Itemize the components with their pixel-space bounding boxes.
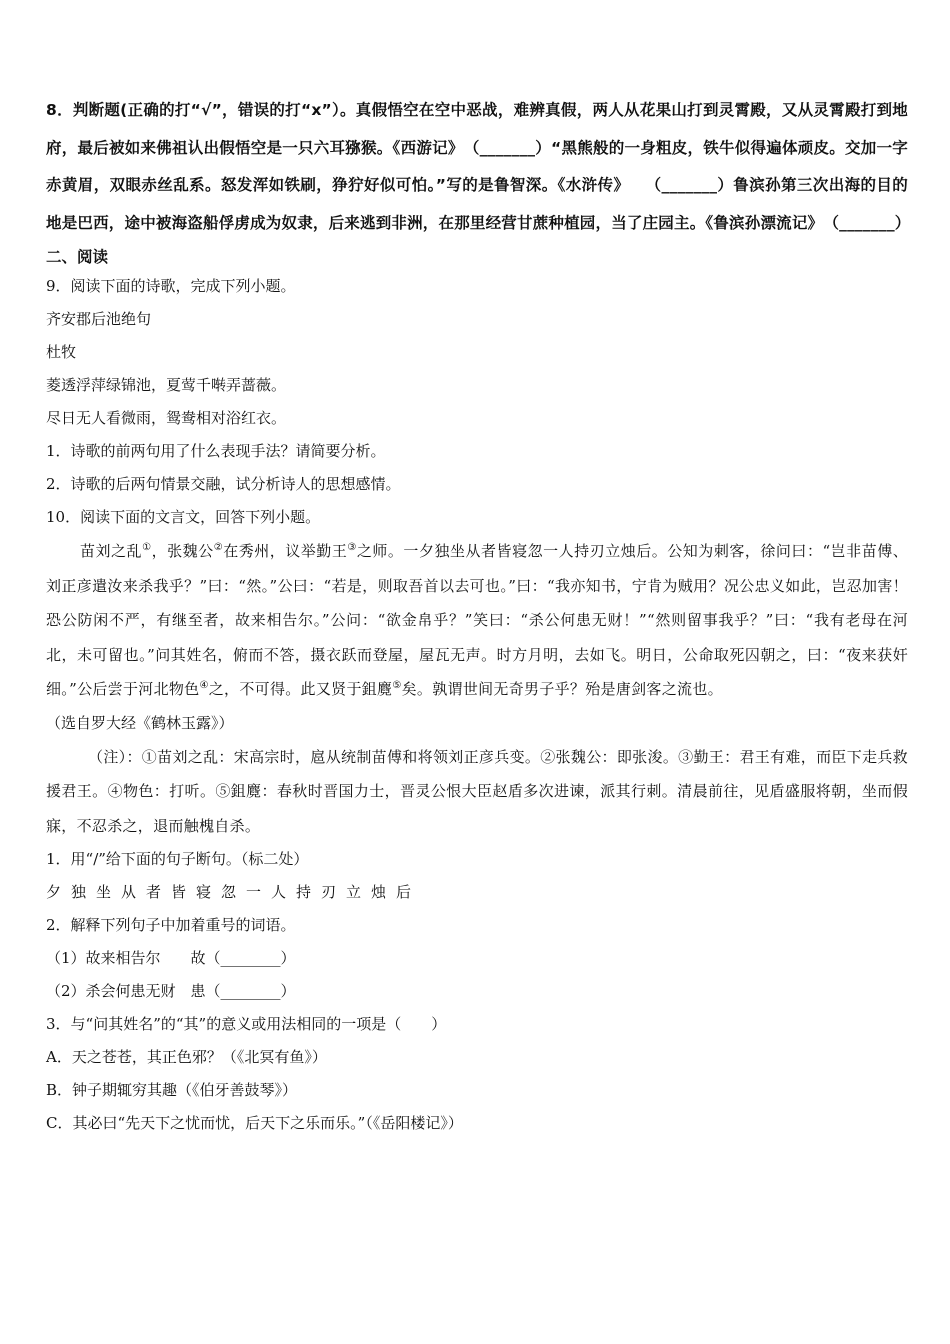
question-9-intro: 9．阅读下面的诗歌，完成下列小题。 [46, 277, 296, 295]
question-9-sub-1: 1．诗歌的前两句用了什么表现手法？请简要分析。 [46, 442, 386, 460]
note-mark: ④ [199, 680, 209, 691]
note-mark: ② [213, 542, 224, 553]
passage-text: 矣。孰谓世间无奇男子乎？殆是唐剑客之流也。 [401, 680, 723, 698]
passage-text: 在秀州，议举勤王 [223, 542, 348, 560]
passage-source: （选自罗大经《鹤林玉露》） [46, 713, 234, 732]
passage-text: 苗刘之乱 [80, 542, 143, 560]
poem-line-1: 菱透浮萍绿锦池，夏莺千啭弄蔷薇。 [46, 376, 287, 394]
passage-text: 之，不可得。此又贤于鉏麑 [208, 680, 393, 698]
sub-2-item-1: （1）故来相告尔 故（________） [46, 949, 296, 967]
exam-page [46, 92, 911, 1140]
question-8: 8．判断题(正确的打“√”，错误的打“x”）。真假悟空在空中恶战，难辨真假，两人从花果山打到灵霄殿，又从灵霄殿打到地府，最后被如来佛祖认出假悟空是一只六耳猕猴。《西游记》 （_______）“黑熊般的一身粗皮，铁牛似得遍体顽皮。交加一字赤黄眉，双眼赤丝乱系。怒发浑如铁刷，狰狞好似可怕。”写的是鲁智深。《水浒传》 （_______）鲁滨孙第三次出海的目的地是巴西，途中被海盗船俘虏成为奴隶，后来逃到非洲，在那里经营甘蔗种植园，当了庄园主。《鲁滨孙漂流记》 （_______） [46, 101, 911, 232]
note-mark: ③ [347, 542, 357, 553]
question-10-sub-3: 3．与“问其姓名”的“其”的意义或用法相同的一项是（ ） [46, 1015, 447, 1033]
question-9-sub-2: 2．诗歌的后两句情景交融，试分析诗人的思想感情。 [46, 475, 401, 493]
classical-passage [46, 534, 908, 707]
option-a: A．天之苍苍，其正色邪？（《北冥有鱼》） [46, 1048, 327, 1066]
passage-text: 之师。一夕独坐从者皆寝忽一人持刃立烛后。公知为刺客，徐问曰：“岂非苗傅、刘正彦遣汝来杀我乎？”曰：“然。”公曰：“若是，则取吾首以去可也。”曰：“我亦知书，宁肯为贼用？况公忠义如此，岂忍加害！恐公防闲不严，有继至者，故来相告尔。”公问：“欲金帛乎？”笑曰：“杀公何患无财！”“然则留事我乎？”曰：“我有老母在河北，未可留也。”问其姓名，俯而不答，摄衣跃而登屋，屋瓦无声。时方月明，去如飞。明日，公命取死囚朝之，曰：“夜来获奸细。”公后尝于河北物色 [46, 542, 909, 698]
question-10-intro: 10．阅读下面的文言文，回答下列小题。 [46, 508, 321, 526]
punctuation-sentence: 夕独坐从者皆寝忽一人持刃立烛后 [46, 883, 422, 901]
option-b: B．钟子期辄穷其趣（《伯牙善鼓琴》） [46, 1081, 298, 1099]
option-c: C．其必曰“先天下之忧而忧，后天下之乐而乐。”（《岳阳楼记》） [46, 1114, 463, 1132]
sub-2-item-2: （2）杀会何患无财 患（________） [46, 982, 296, 1000]
question-10-sub-1: 1．用“/”给下面的句子断句。（标二处） [46, 850, 309, 868]
passage-notes: （注）：①苗刘之乱：宋高宗时，扈从统制苗傅和将领刘正彦兵变。②张魏公：即张浚。③勤王：君王有难，而臣下走兵救援君王。④物色：打听。⑤鉏麑：春秋时晋国力士，晋灵公恨大臣赵盾多次进谏，派其行刺。清晨前往，见盾盛服将朝，坐而假寐，不忍杀之，退而触槐自杀。 [46, 747, 908, 835]
note-mark: ① [142, 542, 152, 553]
passage-text: ，张魏公 [151, 542, 214, 560]
note-mark: ⑤ [392, 680, 402, 691]
poem-title: 齐安郡后池绝句 [46, 310, 152, 328]
question-10-sub-2: 2．解释下列句子中加着重号的词语。 [46, 916, 296, 934]
section-reading-heading: 二、阅读 [46, 248, 109, 266]
poem-line-2: 尽日无人看微雨，鸳鸯相对浴红衣。 [46, 409, 287, 427]
poem-author: 杜牧 [46, 343, 77, 361]
